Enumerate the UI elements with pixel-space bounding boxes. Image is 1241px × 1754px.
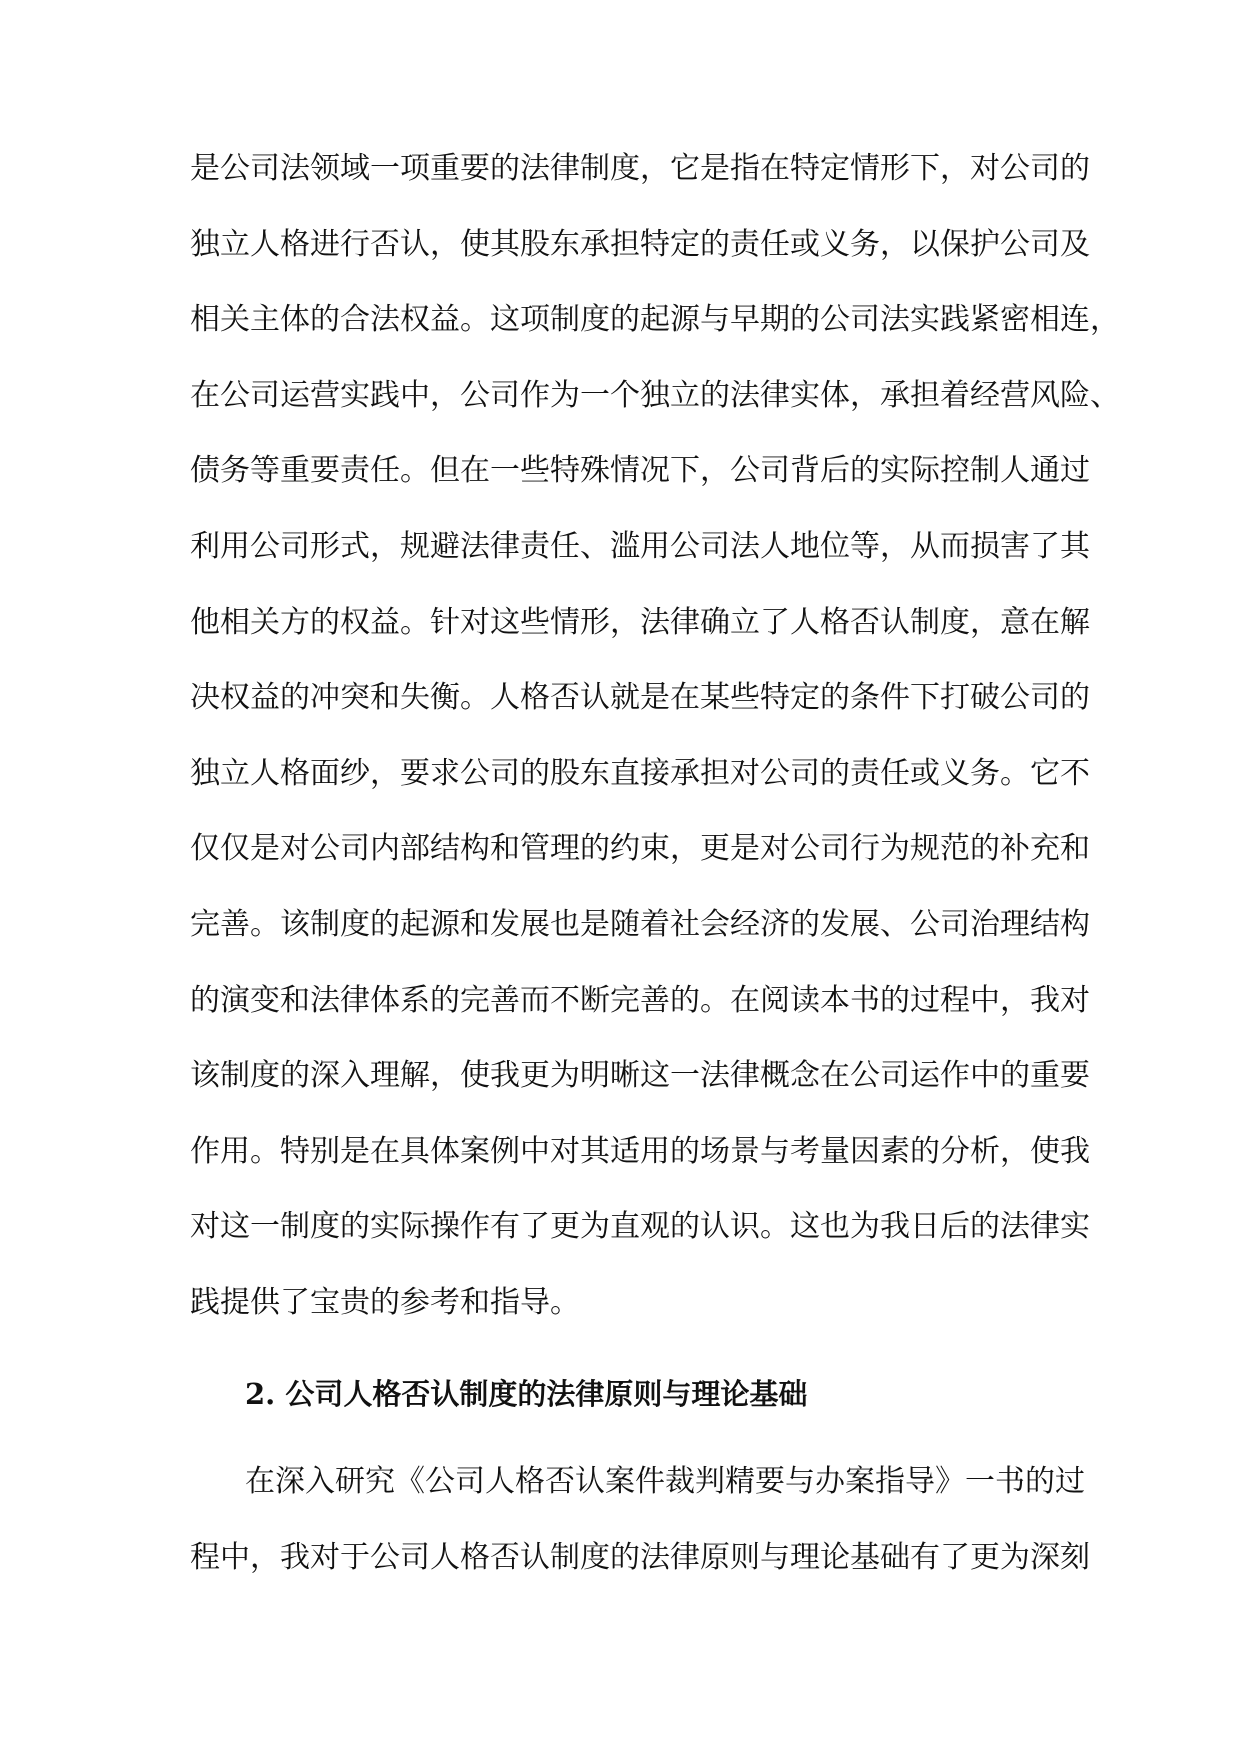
paragraph-line: 他相关方的权益。针对这些情形，法律确立了人格否认制度，意在解 xyxy=(190,604,1090,640)
paragraph-line: 利用公司形式，规避法律责任、滥用公司法人地位等，从而损害了其 xyxy=(190,528,1090,564)
paragraph-line: 决权益的冲突和失衡。人格否认就是在某些特定的条件下打破公司的 xyxy=(190,680,1090,716)
paragraph-line: 仅仅是对公司内部结构和管理的约束，更是对公司行为规范的补充和 xyxy=(190,831,1090,867)
paragraph-line: 独立人格进行否认，使其股东承担特定的责任或义务，以保护公司及 xyxy=(190,226,1090,262)
section-heading: 2. 公司人格否认制度的法律原则与理论基础 xyxy=(245,1377,808,1411)
paragraph-line: 的演变和法律体系的完善而不断完善的。在阅读本书的过程中，我对 xyxy=(190,982,1090,1018)
paragraph-line: 债务等重要责任。但在一些特殊情况下，公司背后的实际控制人通过 xyxy=(190,453,1090,489)
paragraph-line: 在公司运营实践中，公司作为一个独立的法律实体，承担着经营风险、 xyxy=(190,377,1120,413)
paragraph-line: 完善。该制度的起源和发展也是随着社会经济的发展、公司治理结构 xyxy=(190,906,1090,942)
paragraph-line: 践提供了宝贵的参考和指导。 xyxy=(190,1284,580,1320)
paragraph-line: 对这一制度的实际操作有了更为直观的认识。这也为我日后的法律实 xyxy=(190,1209,1090,1245)
paragraph-line: 作用。特别是在具体案例中对其适用的场景与考量因素的分析，使我 xyxy=(190,1133,1090,1169)
paragraph-line: 该制度的深入理解，使我更为明晰这一法律概念在公司运作中的重要 xyxy=(190,1058,1090,1094)
paragraph-line: 程中，我对于公司人格否认制度的法律原则与理论基础有了更为深刻 xyxy=(190,1539,1090,1575)
paragraph-line: 独立人格面纱，要求公司的股东直接承担对公司的责任或义务。它不 xyxy=(190,755,1090,791)
paragraph-line: 在深入研究《公司人格否认案件裁判精要与办案指导》一书的过 xyxy=(245,1464,1085,1499)
paragraph-line: 是公司法领域一项重要的法律制度，它是指在特定情形下，对公司的 xyxy=(190,151,1090,186)
paragraph-2 xyxy=(190,1459,1090,1610)
paragraph-line: 相关主体的合法权益。这项制度的起源与早期的公司法实践紧密相连， xyxy=(190,302,1120,338)
paragraph-1 xyxy=(190,146,1120,1356)
